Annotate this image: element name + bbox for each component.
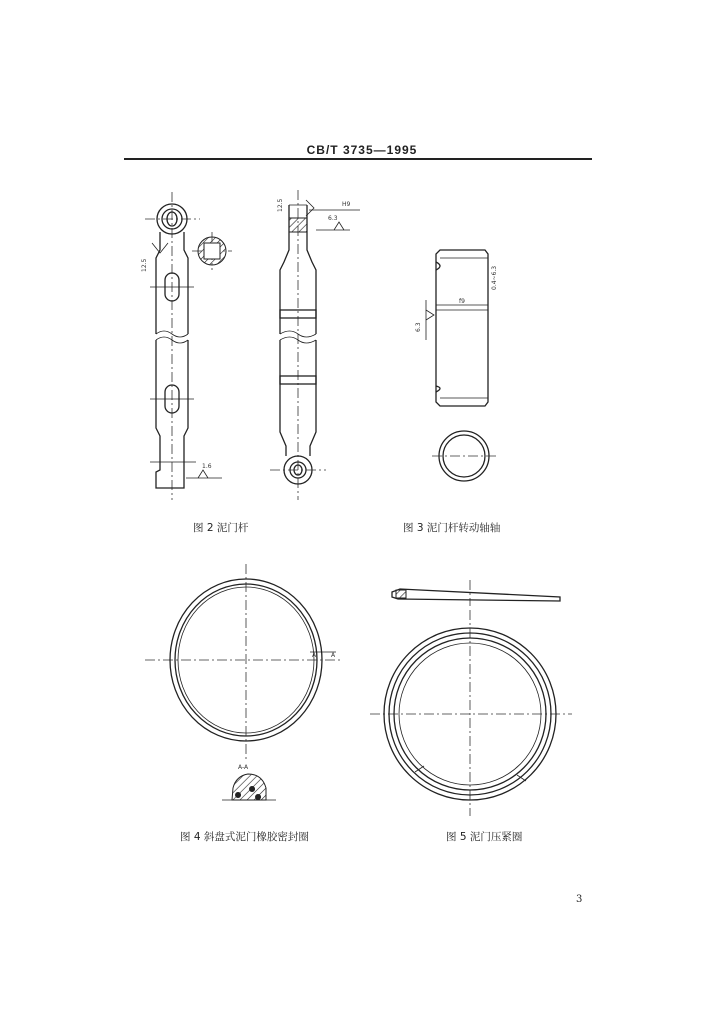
fig2-rod-side-view: [270, 190, 360, 500]
fig4-section-title: A-A: [238, 764, 249, 771]
fig3-roughness-b: 6.3: [415, 322, 422, 332]
fig3-roughness-a: 0.4~6.3: [491, 265, 498, 290]
fig3-fit: f9: [459, 298, 465, 305]
standard-code: CB/T 3735—1995: [306, 143, 418, 157]
figure-3-caption: 图 3 泥门杆转动轴轴: [403, 522, 501, 534]
fig2-roughness-b: 1.6: [202, 463, 212, 470]
fig2-roughness-a: 12.5: [141, 258, 148, 272]
fig5-ring-section-strip: [392, 580, 560, 606]
page-number: 3: [576, 894, 583, 905]
fig4-section-mark-left: A: [312, 652, 317, 659]
fig4-section-mark-right: A: [331, 652, 336, 659]
figure-2-caption: 图 2 泥门杆: [193, 522, 249, 534]
figure-5-caption: 图 5 泥门压紧圈: [446, 831, 523, 843]
figure-4-caption: 图 4 斜盘式泥门橡胶密封圈: [180, 831, 309, 843]
fig2-roughness-d: 6.3: [328, 215, 338, 222]
fig4-section-a-a: [222, 764, 276, 800]
fig4-seal-ring: [145, 564, 340, 762]
fig2-tolerance: H9: [342, 201, 351, 208]
fig2-section-view: [192, 232, 232, 270]
fig3-pin-end-view: [432, 431, 496, 481]
fig3-pin-elevation: [415, 250, 498, 406]
fig2-roughness-c: 12.5: [277, 198, 284, 212]
fig5-pressure-ring: [370, 610, 572, 816]
